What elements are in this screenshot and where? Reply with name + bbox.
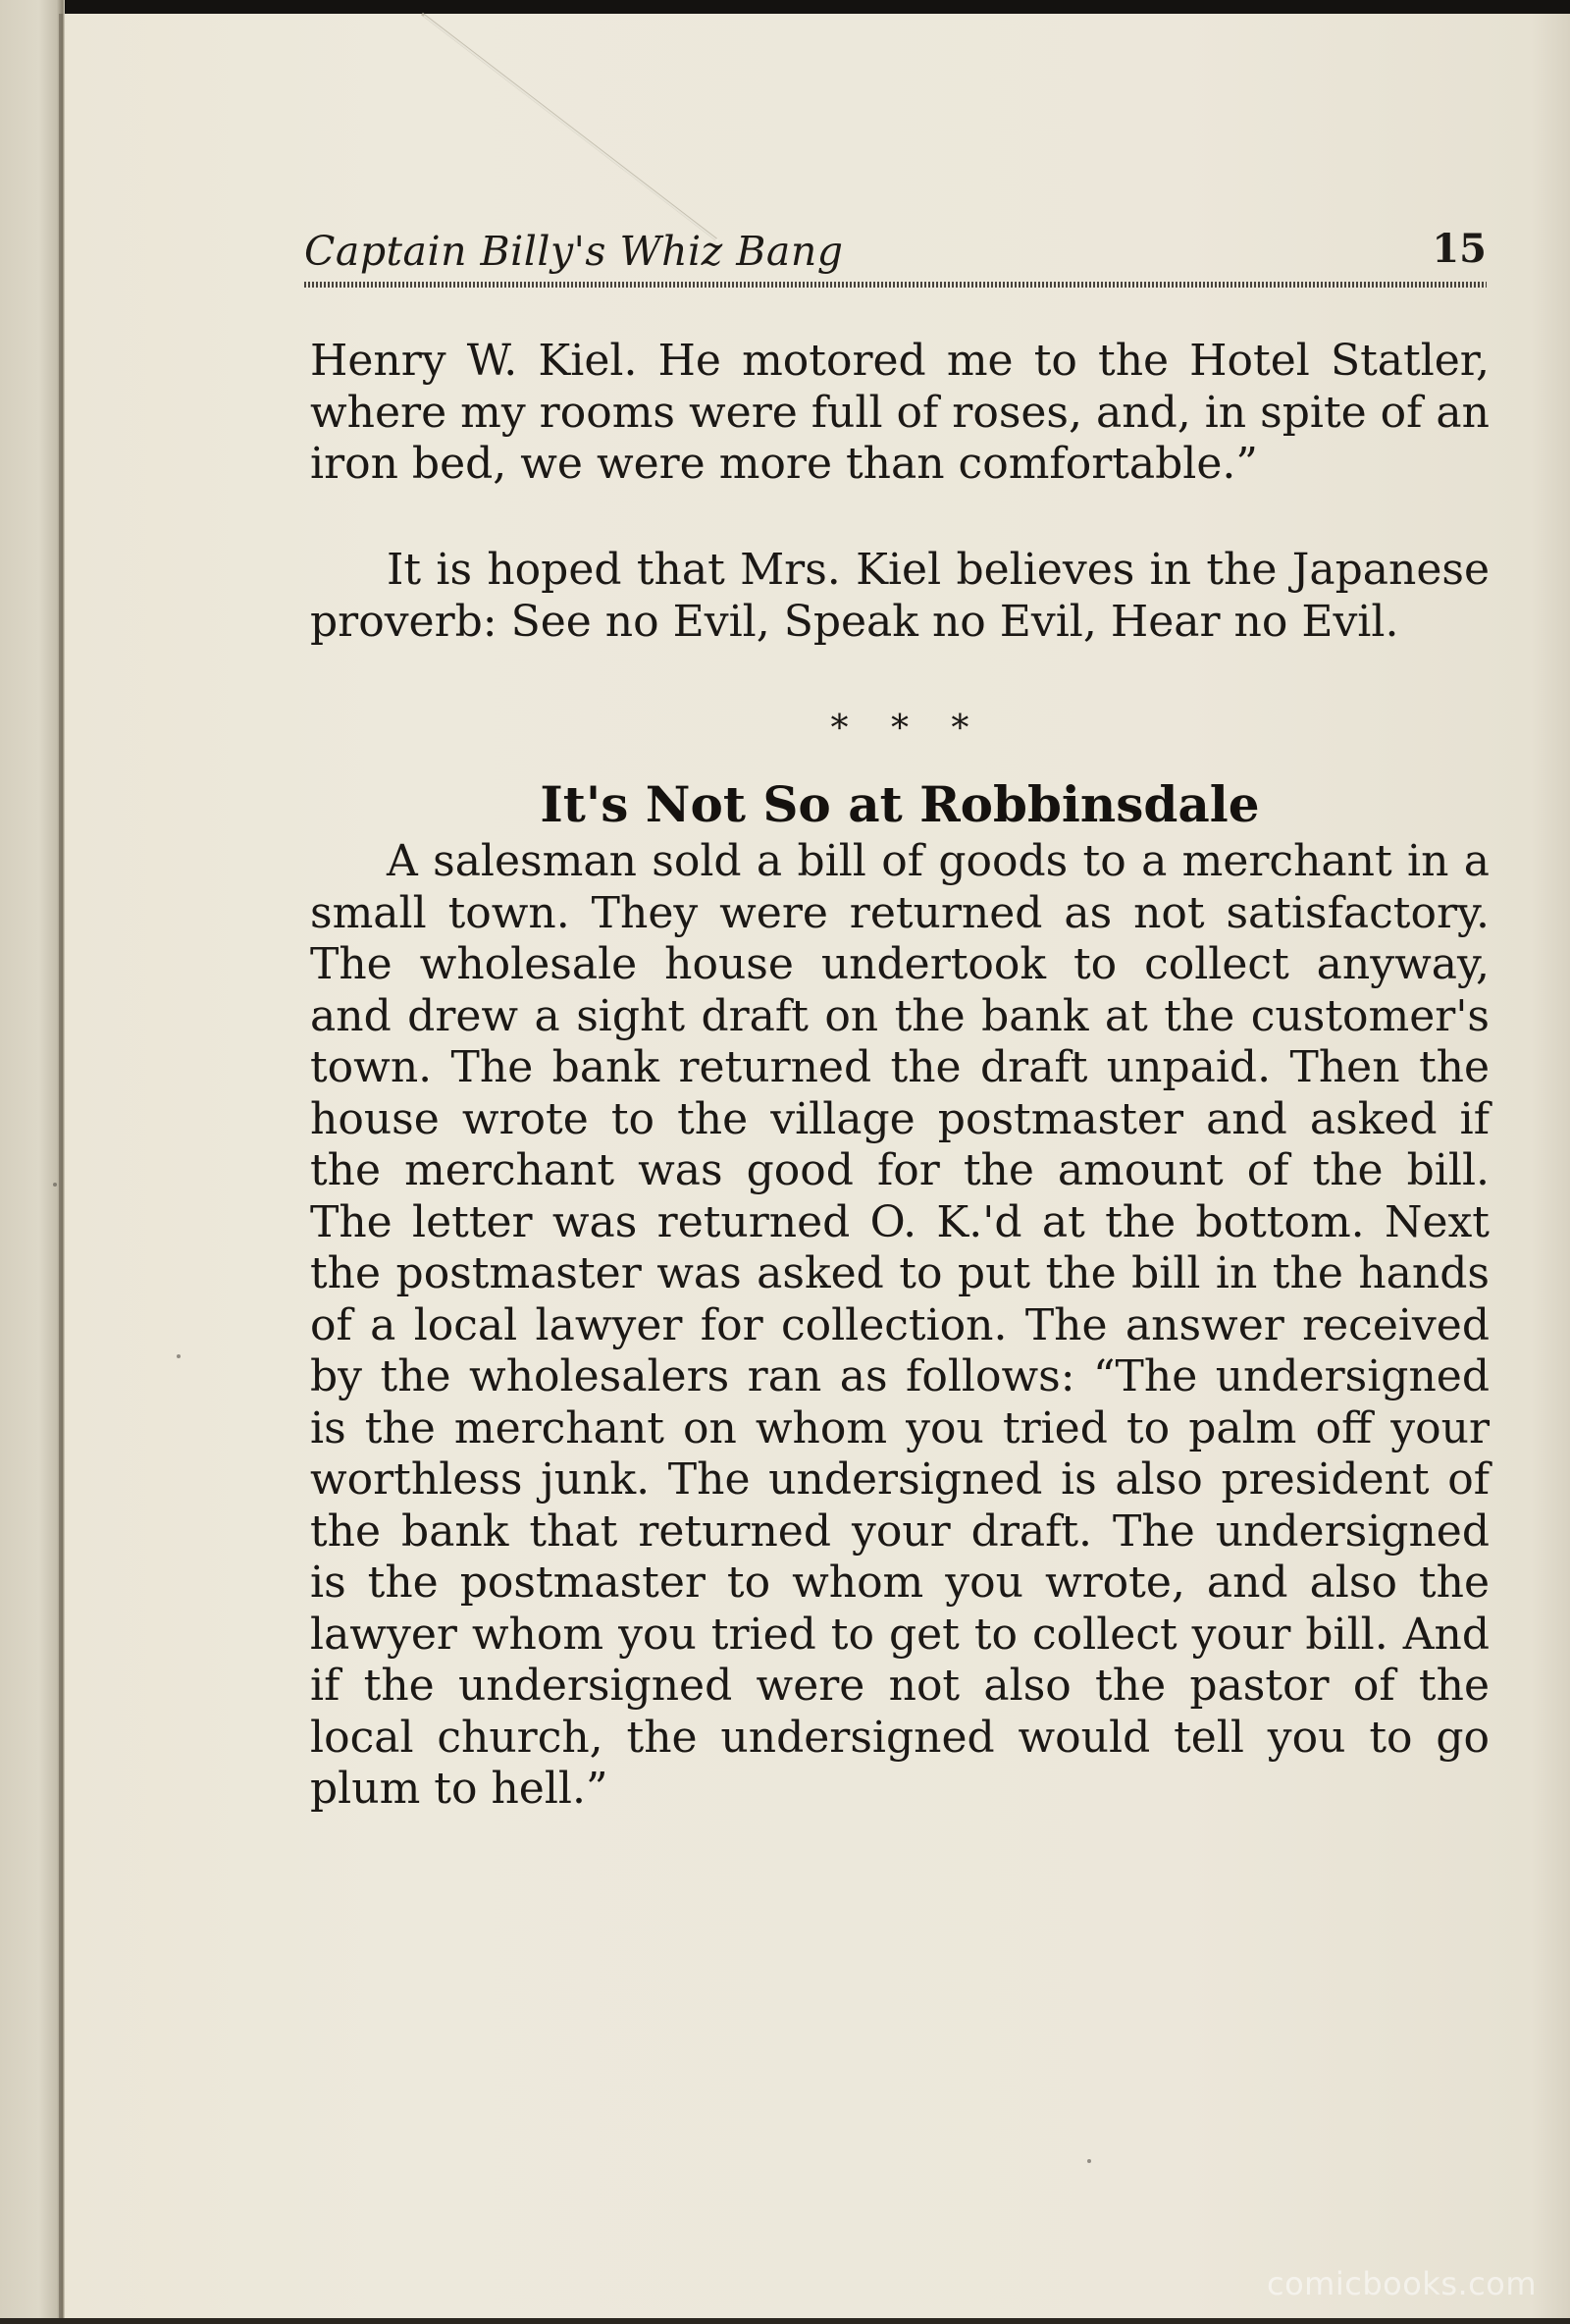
paragraph-proverb: It is hoped that Mrs. Kiel believes in the Japanese proverb: See no Evil, Speak no Evil, Hear no Evil. xyxy=(310,545,1490,647)
paper-speck xyxy=(1087,2159,1091,2163)
paragraph-continued: Henry W. Kiel. He motored me to the Hotel Statler, where my rooms were full of roses, and, in spite of an iron bed, we were more than comfortable.” xyxy=(310,336,1490,489)
publication-title: Captain Billy's Whiz Bang xyxy=(304,228,844,275)
running-header xyxy=(304,228,1487,287)
spine-fold-line xyxy=(59,14,63,2324)
book-spine xyxy=(0,0,65,2324)
paper-speck xyxy=(53,1183,57,1187)
header-rule xyxy=(304,282,1487,288)
paper-speck xyxy=(177,1354,181,1358)
paper-crease xyxy=(422,14,423,15)
section-separator: * * * xyxy=(830,709,969,749)
page-bottom-edge xyxy=(0,2318,1570,2324)
section-heading: It's Not So at Robbinsdale xyxy=(540,775,1260,833)
section-body: A salesman sold a bill of goods to a merchant in a small town. They were returned as not satisfactory. The wholesale house undertook to collect anyway, and drew a sight draft on the bank at the customer's town. The bank returned the draft unpaid. Then the house wrote to the village postmaster and asked if the merchant was good for the amount of the bill. The letter was returned O. K.'d at the bottom. Next the postmaster was asked to put the bill in the hands of a local lawyer for collection. The answer received by the wholesalers ran as follows: “The undersigned is the merchant on whom you tried to palm off your worthless junk. The undersigned is also president of the bank that returned your draft. The undersigned is the postmaster to whom you wrote, and also the lawyer whom you tried to get to collect your bill. And if the undersigned were not also the pastor of the local church, the undersigned would tell you to go plum to hell.” xyxy=(310,836,1490,1814)
watermark: comicbooks.com xyxy=(1266,2265,1537,2302)
page-top-edge xyxy=(0,0,1570,14)
page-number: 15 xyxy=(1432,226,1487,272)
